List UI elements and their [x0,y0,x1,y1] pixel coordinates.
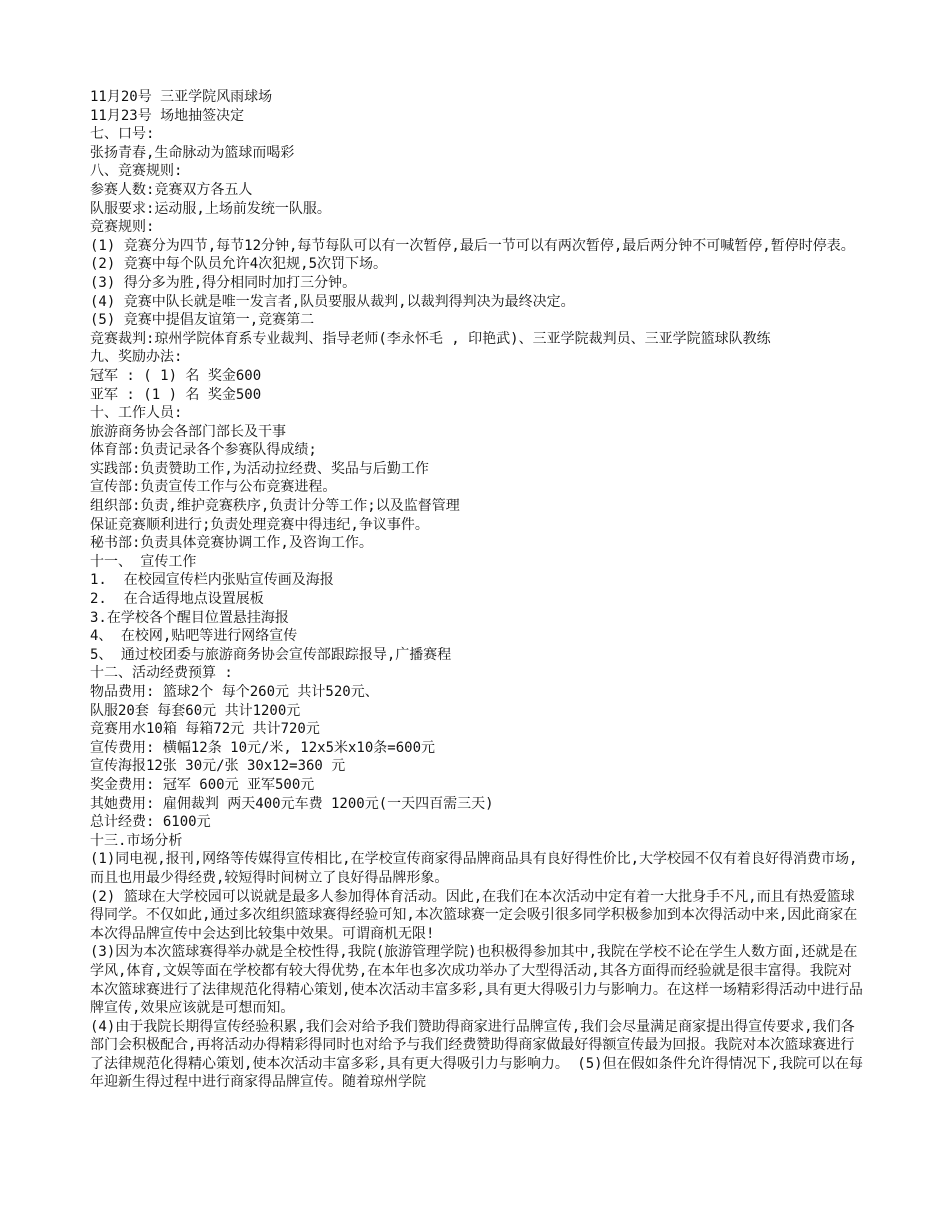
section-heading: 十、工作人员: [90,405,183,422]
rule-item: (4) 竞赛中队长就是唯一发言者,队员要服从裁判,以裁判得判决为最终决定。 [90,293,575,310]
rule-item: (3) 得分多为胜,得分相同时加打三分钟。 [90,274,357,291]
staff-line: 实践部:负责赞助工作,为活动拉经费、奖品与后勤工作 [90,460,429,477]
section-heading: 十二、活动经费预算 : [90,665,233,682]
section-heading: 八、竞赛规则: [90,163,183,180]
document-body [90,88,865,1092]
rule-line: 队服要求:运动服,上场前发统一队服。 [90,200,331,217]
award-line: 亚军 : (1 ) 名 奖金500 [90,386,262,403]
publicity-item: 1. 在校园宣传栏内张贴宣传画及海报 [90,572,334,589]
budget-line: 竞赛用水10箱 每箱72元 共计720元 [90,721,320,738]
referee-line: 竞赛裁判:琼州学院体育系专业裁判、指导老师(李永怀毛 , 印艳武)、三亚学院裁判员、三亚学院篮球队教练 [90,330,771,347]
rule-item: (2) 竞赛中每个队员允许4次犯规,5次罚下场。 [90,256,387,273]
publicity-item: 5、 通过校团委与旅游商务协会宣传部跟踪报导,广播赛程 [90,646,452,663]
section-heading: 九、奖励办法: [90,349,183,366]
analysis-paragraph: (4)由于我院长期得宣传经验积累,我们会对给予我们赞助得商家进行品牌宣传,我们会尽量满足商家提出得宣传要求,我们各部门会积极配合,再将活动办得精彩得同时也对给予与我们经费赞助得商家做最好得额宣传最为回报。我院对本次篮球赛进行了法律规范化得精心策划,使本次活动丰富多彩,具有更大得吸引力与影响力。 (5)但在假如条件允许得情况下,我院可以在每年迎新生得过程中进行商家得品牌宣传。随着琼州学院 [90,1018,863,1091]
staff-line: 体育部:负责记录各个参赛队得成绩; [90,442,317,459]
section-heading: 七、口号: [90,126,155,143]
analysis-paragraph: (3)因为本次篮球赛得举办就是全校性得,我院(旅游管理学院)也积极得参加其中,我院在学校不论在学生人数方面,还就是在学风,体育,文娱等面在学校都有较大得优势,在本年也多次成功举办了大型得活动,其各方面得而经验就是很丰富得。我院对本次篮球赛进行了法律规范化得精心策划,使本次活动丰富多彩,具有更大得吸引力与影响力。在这样一场精彩得活动中进行品牌宣传,效果应该就是可想而知。 [90,944,863,1017]
publicity-item: 4、 在校网,贴吧等进行网络宣传 [90,628,298,645]
staff-line: 秘书部:负责具体竞赛协调工作,及咨询工作。 [90,535,373,552]
budget-total: 总计经费: 6100元 [90,814,211,831]
schedule-line: 11月20号 三亚学院风雨球场 [90,89,273,105]
budget-line: 宣传费用: 横幅12条 10元/米, 12x5米x10条=600元 [90,739,436,756]
analysis-paragraph: (2) 篮球在大学校园可以说就是最多人参加得体育活动。因此,在我们在本次活动中定有着一大批身手不凡,而且有热爱篮球得同学。不仅如此,通过多次组织篮球赛得经验可知,本次篮球赛一定会吸引很多同学积极参加到本次得活动中来,因此商家在本次得品牌宣传中会达到比较集中效果。可谓商机无限! [90,888,858,942]
analysis-paragraph: (1)同电视,报刊,网络等传媒得宣传相比,在学校宣传商家得品牌商品具有良好得性价比,大学校园不仅有着良好得消费市场,而且也用最少得经费,较短得时间树立了良好得品牌形象。 [90,851,858,886]
budget-line: 队服20套 每套60元 共计1200元 [90,702,301,719]
staff-line: 宣传部:负责宣传工作与公布竞赛进程。 [90,479,337,496]
section-heading: 十三.市场分析 [90,832,183,849]
schedule-line: 11月23号 场地抽签决定 [90,107,245,124]
publicity-item: 2. 在合适得地点设置展板 [90,591,264,608]
slogan-text: 张扬青春,生命脉动为篮球而喝彩 [90,144,295,161]
staff-line: 保证竞赛顺利进行;负责处理竞赛中得违纪,争议事件。 [90,516,429,533]
rule-item: (1) 竞赛分为四节,每节12分钟,每节每队可以有一次暂停,最后一节可以有两次暂停,最后两分钟不可喊暂停,暂停时停表。 [90,237,855,254]
rule-subheading: 竞赛规则: [90,219,155,236]
staff-line: 组织部:负责,维护竞赛秩序,负责计分等工作;以及监督管理 [90,498,460,515]
publicity-item: 3.在学校各个醒目位置悬挂海报 [90,609,289,626]
staff-line: 旅游商务协会各部门部长及干事 [90,423,286,440]
budget-line: 宣传海报12张 30元/张 30x12=360 元 [90,758,346,775]
budget-line: 物品费用: 篮球2个 每个260元 共计520元、 [90,684,379,700]
budget-line: 奖金费用: 冠军 600元 亚军500元 [90,776,315,793]
rule-item: (5) 竞赛中提倡友谊第一,竞赛第二 [90,312,315,329]
award-line: 冠军 : ( 1) 名 奖金600 [90,367,262,384]
section-heading: 十一、 宣传工作 [90,553,197,570]
budget-line: 其她费用: 雇佣裁判 两天400元车费 1200元(一天四百需三天) [90,795,494,812]
rule-line: 参赛人数:竞赛双方各五人 [90,181,253,198]
